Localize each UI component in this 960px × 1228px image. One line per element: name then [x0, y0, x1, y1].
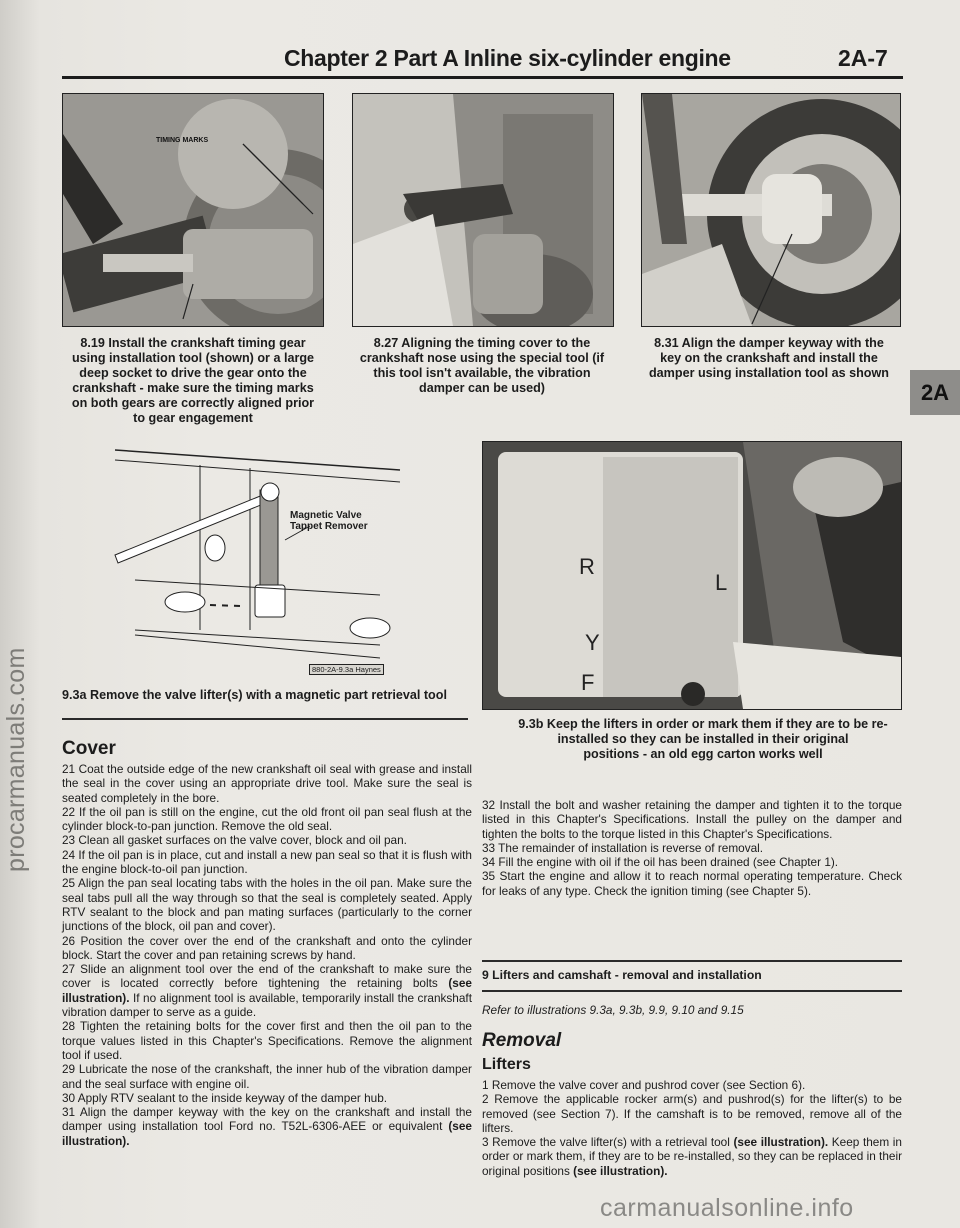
paragraph-34: 34 Fill the engine with oil if the oil has been drained (see Chapter 1).	[482, 855, 839, 870]
paragraph-28: 28 Tighten the retaining bolts for the cover first and then the oil pan to the torque values listed in this Chapter's Specifications. Remove the alignment tool if used.	[62, 1019, 472, 1062]
mark-l: L	[715, 570, 728, 595]
photo-9-3b	[482, 441, 902, 710]
footer-watermark: carmanualsonline.info	[600, 1194, 854, 1222]
cover-heading: Cover	[62, 738, 116, 759]
caption-line: 8.31 Align the damper keyway with the	[654, 336, 884, 350]
caption-line: 8.19 Install the crankshaft timing gear	[80, 336, 306, 350]
caption-8-27	[338, 336, 626, 396]
right-column-text	[482, 798, 902, 898]
paragraph-22: 22 If the oil pan is still on the engine, cut the old front oil pan seal flush at the cylinder block-to-pan junction. Remove the old seal.	[62, 804, 472, 834]
paragraph-27	[62, 962, 472, 1019]
paragraph-35: 35 Start the engine and allow it to reach normal operating temperature. Check for leaks of any type. Check the ignition timing (see Chapter 5).	[482, 869, 902, 898]
paragraph-29: 29 Lubricate the nose of the crankshaft, the inner hub of the vibration damper and the seal surface with engine oil.	[62, 1062, 472, 1091]
caption-line: damper using installation tool as shown	[648, 366, 889, 380]
caption-line: deep socket to drive the gear onto the	[79, 366, 307, 380]
paragraph-2: 2 Remove the applicable rocker arm(s) and pushrod(s) for the lifter(s) to be removed (see Section 7). If the camshaft is to be removed, remove all of the lifters.	[482, 1092, 902, 1135]
mark-f: F	[581, 670, 595, 695]
rule-below-section-9	[482, 990, 902, 992]
caption-line: this tool isn't available, the vibration	[373, 366, 591, 380]
removal-heading: Removal	[482, 1030, 562, 1051]
paragraph-27-rest: If no alignment tool is available, temporarily install the crankshaft vibration damper to serve as a guide.	[62, 990, 472, 1020]
illustration-reference: Refer to illustrations 9.3a, 9.3b, 9.9, 9.10 and 9.15	[482, 1003, 744, 1017]
paragraph-24: 24 If the oil pan is in place, cut and install a new pan seal so that it is flush with the engine block-to-oil pan junction.	[62, 847, 472, 877]
caption-8-31	[628, 336, 910, 381]
photo-8-19	[62, 93, 324, 327]
header-rule	[62, 76, 903, 79]
caption-line: crankshaft - make sure the timing marks	[72, 381, 314, 395]
mark-r: R	[579, 554, 595, 579]
paragraph-31-text: 31 Align the damper keyway with the key on the crankshaft and install the damper using installation tool Ford no. T52L-6306-AEE or equivalent	[62, 1105, 472, 1134]
paragraph-3-text: 3 Remove the valve lifter(s) with a retrieval tool	[482, 1135, 730, 1150]
rule-above-section-9	[482, 960, 902, 962]
see-illustration-ref: (see illustration).	[62, 1119, 472, 1148]
paragraph-23: 23 Clean all gasket surfaces on the valve cover, block and oil pan.	[62, 833, 407, 848]
caption-9-3b	[488, 717, 918, 762]
paragraph-33: 33 The remainder of installation is reverse of removal.	[482, 840, 764, 855]
magnetic-tool-label-1: Magnetic Valve	[290, 510, 362, 521]
diagram-9-3a	[100, 430, 430, 680]
paragraph-3-rest: Keep them in order or mark them, if they are to be re-installed, so they can be replaced in their original positions	[482, 1135, 902, 1178]
paragraph-25: 25 Align the pan seal locating tabs with the holes in the oil pan. Make sure the seal tabs pull all the way through so that the seal is completely seated. Apply RTV sealant to the block and pan mating surfaces (particularly to the corner junctions of the block, oil pan and cover).	[62, 876, 472, 934]
caption-line: positions - an old egg carton works well	[583, 747, 823, 761]
paragraph-30: 30 Apply RTV sealant to the inside keyway of the damper hub.	[62, 1090, 388, 1105]
chapter-tab: 2A	[910, 370, 960, 415]
caption-line: key on the crankshaft and install the	[660, 351, 878, 365]
magnetic-tool-label-2: Tappet Remover	[290, 521, 368, 532]
caption-line: using installation tool (shown) or a large	[71, 351, 315, 365]
timing-marks-label: TIMING MARKS	[156, 137, 209, 144]
caption-8-19	[52, 336, 334, 426]
chapter-title: Chapter 2 Part A Inline six-cylinder engine	[284, 45, 731, 71]
paragraph-27-text: 27 Slide an alignment tool over the end of the crankshaft to make sure the cover is located correctly before tightening the retaining bolts	[62, 962, 472, 991]
paragraph-21: 21 Coat the outside edge of the new crankshaft oil seal with grease and install the seal in the cover using an appropriate drive tool. Make sure the seal is seated completely in the bore.	[62, 762, 472, 805]
paragraph-32: 32 Install the bolt and washer retaining the damper and tighten it to the torque listed in this Chapter's Specifications. Install the pulley on the damper and tighten the bolts to the torque listed in this Chapter's Specifications.	[482, 798, 902, 841]
caption-line: to gear engagement	[133, 411, 253, 425]
photo-8-31	[641, 93, 901, 327]
caption-line: on both gears are correctly aligned prior	[71, 396, 315, 410]
caption-line: installed so they can be installed in their original	[557, 732, 849, 746]
caption-line: 9.3b Keep the lifters in order or mark them if they are to be re-	[518, 717, 888, 731]
paragraph-26: 26 Position the cover over the end of the crankshaft and onto the cylinder block. Start the cover and pan retaining screws by hand.	[62, 933, 472, 962]
see-illustration-ref: (see illustration).	[62, 976, 472, 1005]
rule-under-9-3a	[62, 718, 468, 720]
haynes-code: 880-2A-9.3a Haynes	[309, 664, 384, 675]
side-watermark: procarmanuals.com	[2, 647, 30, 873]
paragraph-3	[482, 1135, 902, 1178]
caption-line: damper can be used)	[419, 381, 545, 395]
caption-9-3a: 9.3a Remove the valve lifter(s) with a magnetic part retrieval tool	[62, 688, 447, 702]
paragraph-31	[62, 1105, 472, 1148]
left-column-text	[62, 762, 472, 1148]
paragraph-1: 1 Remove the valve cover and pushrod cover (see Section 6).	[482, 1078, 806, 1092]
section-9-heading: 9 Lifters and camshaft - removal and installation	[482, 968, 762, 982]
caption-line: 8.27 Aligning the timing cover to the	[373, 336, 591, 350]
mark-y: Y	[585, 630, 600, 655]
see-illustration-ref: (see illustration).	[573, 1163, 668, 1178]
lifters-text	[482, 1078, 902, 1178]
lifters-heading: Lifters	[482, 1056, 531, 1073]
photo-8-27	[352, 93, 614, 327]
see-illustration-ref: (see illustration).	[733, 1135, 829, 1150]
caption-line: crankshaft nose using the special tool (if	[359, 351, 605, 365]
page-number: 2A-7	[838, 45, 888, 71]
